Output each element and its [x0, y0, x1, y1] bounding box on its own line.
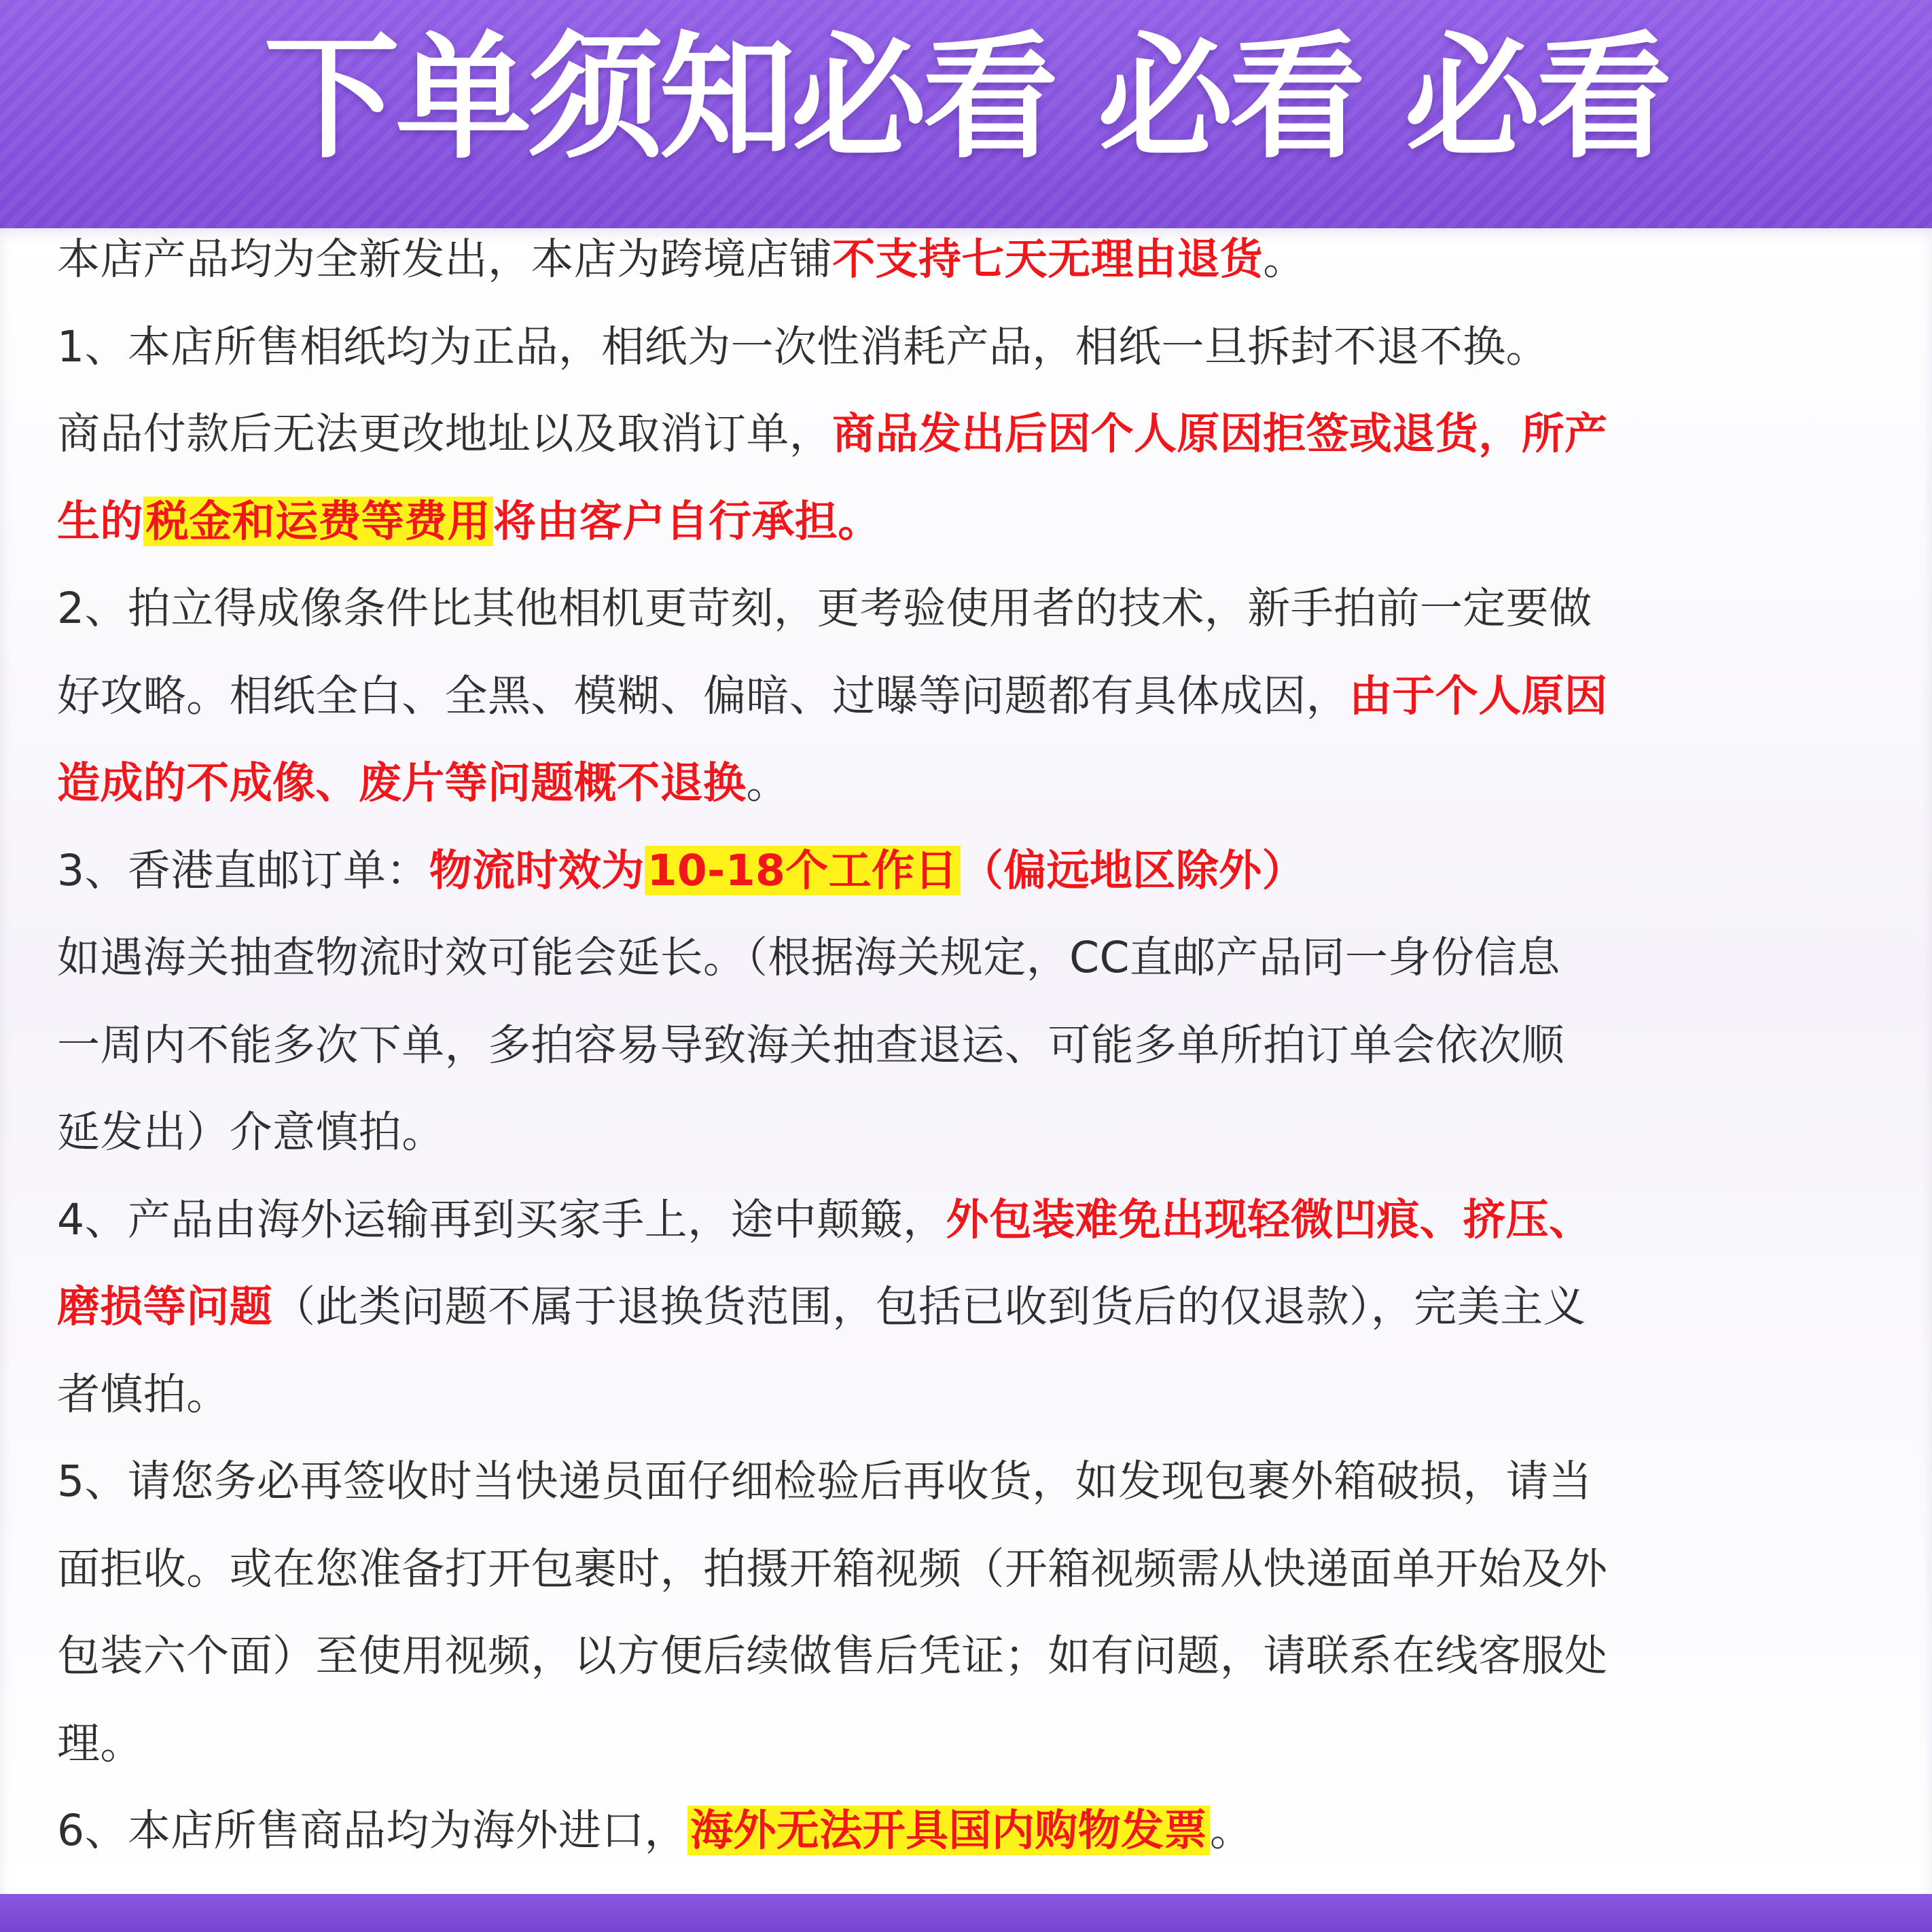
item4-policy-text: （此类问题不属于退换货范围，包括已收到货后的仅退款），完美主义 [272, 1282, 1586, 1331]
item3-line4 [57, 1089, 1891, 1177]
item5-text-cont2: 包装六个面）至使用视频，以方便后续做售后凭证；如有问题，请联系在线客服处 [57, 1631, 1608, 1681]
item5-line1 [57, 1438, 1891, 1526]
item5-line4 [57, 1700, 1891, 1788]
item5-text: 5、请您务必再签收时当快递员面仔细检验后再收货，如发现包裹外箱破损，请当 [57, 1456, 1592, 1506]
item6-text: 6、本店所售商品均为海外进口， [57, 1806, 688, 1855]
item1-line1 [57, 304, 1891, 391]
item5-line3 [57, 1613, 1891, 1700]
item3-days-highlight: 10-18个工作日 [645, 846, 961, 895]
item3-line3 [57, 1002, 1891, 1090]
item3-customs-text-end: 延发出）介意慎拍。 [57, 1107, 445, 1157]
item1-refusal-warning: 商品发出后因个人原因拒签或退货，所产 [832, 409, 1608, 459]
item1-line3 [57, 478, 1891, 566]
item1-address-text: 商品付款后无法更改地址以及取消订单， [57, 409, 833, 459]
header-banner [0, 0, 1932, 228]
item6-invoice-highlight: 海外无法开具国内购物发票 [687, 1806, 1210, 1855]
item4-damage-warning-cont: 磨损等问题 [57, 1282, 272, 1331]
item4-line3 [57, 1351, 1891, 1439]
item1-text: 1、本店所售相纸均为正品，相纸为一次性消耗产品，相纸一旦拆封不退不换。 [57, 321, 1550, 372]
notice-text [57, 216, 1891, 1875]
item4-policy-end: 者慎拍。 [57, 1369, 230, 1419]
item6-end: 。 [1209, 1806, 1253, 1855]
item1-refusal-warning-cont: 生的 [57, 496, 143, 546]
item2-text: 2、拍立得成像条件比其他相机更苛刻，更考验使用者的技术，新手拍前一定要做 [57, 584, 1592, 633]
item3-line2 [57, 914, 1891, 1002]
intro-line [57, 216, 1891, 304]
item1-fee-highlight: 税金和运费等费用 [143, 497, 493, 546]
item1-fee-text: 将由客户自行承担。 [493, 496, 881, 546]
item3-logistics-label: 物流时效为 [429, 845, 645, 895]
item4-damage-warning: 外包装难免出现轻微凹痕、挤压、 [946, 1194, 1592, 1245]
item2-causes-text: 好攻略。相纸全白、全黑、模糊、偏暗、过曝等问题都有具体成因， [57, 670, 1349, 721]
intro-text: 本店产品均为全新发出，本店为跨境店铺 [57, 234, 833, 284]
no-return-notice: 不支持七天无理由退货 [832, 234, 1264, 284]
item2-line1 [57, 565, 1891, 653]
item4-line2 [57, 1264, 1891, 1351]
item5-text-end: 理。 [57, 1718, 143, 1768]
item2-warning-cont: 造成的不成像、废片等问题概不退换 [57, 758, 747, 808]
footer-bar [0, 1894, 1932, 1932]
item4-line1 [57, 1177, 1891, 1264]
page-title: 下单须知必看 必看 必看 [264, 19, 1668, 177]
item1-line2 [57, 391, 1891, 478]
item5-text-cont: 面拒收。或在您准备打开包裹时，拍摄开箱视频（开箱视频需从快递面单开始及外 [57, 1543, 1608, 1594]
item2-line2 [57, 653, 1891, 740]
item4-text: 4、产品由海外运输再到买家手上，途中颠簸， [57, 1194, 946, 1245]
item3-line1 [57, 827, 1891, 915]
item6-line1 [57, 1787, 1891, 1875]
item3-customs-text: 如遇海关抽查物流时效可能会延长。（根据海关规定，CC直邮产品同一身份信息 [57, 933, 1560, 982]
item3-remote-note: （偏远地区除外） [960, 845, 1305, 895]
intro-end: 。 [1263, 234, 1306, 284]
item2-end: 。 [746, 758, 789, 808]
item3-label: 3、香港直邮订单： [57, 845, 429, 895]
item5-line2 [57, 1526, 1891, 1613]
item3-customs-text-cont: 一周内不能多次下单，多拍容易导致海关抽查退运、可能多单所拍订单会依次顺 [57, 1020, 1564, 1070]
item2-warning: 由于个人原因 [1349, 670, 1608, 721]
item2-line3 [57, 740, 1891, 827]
